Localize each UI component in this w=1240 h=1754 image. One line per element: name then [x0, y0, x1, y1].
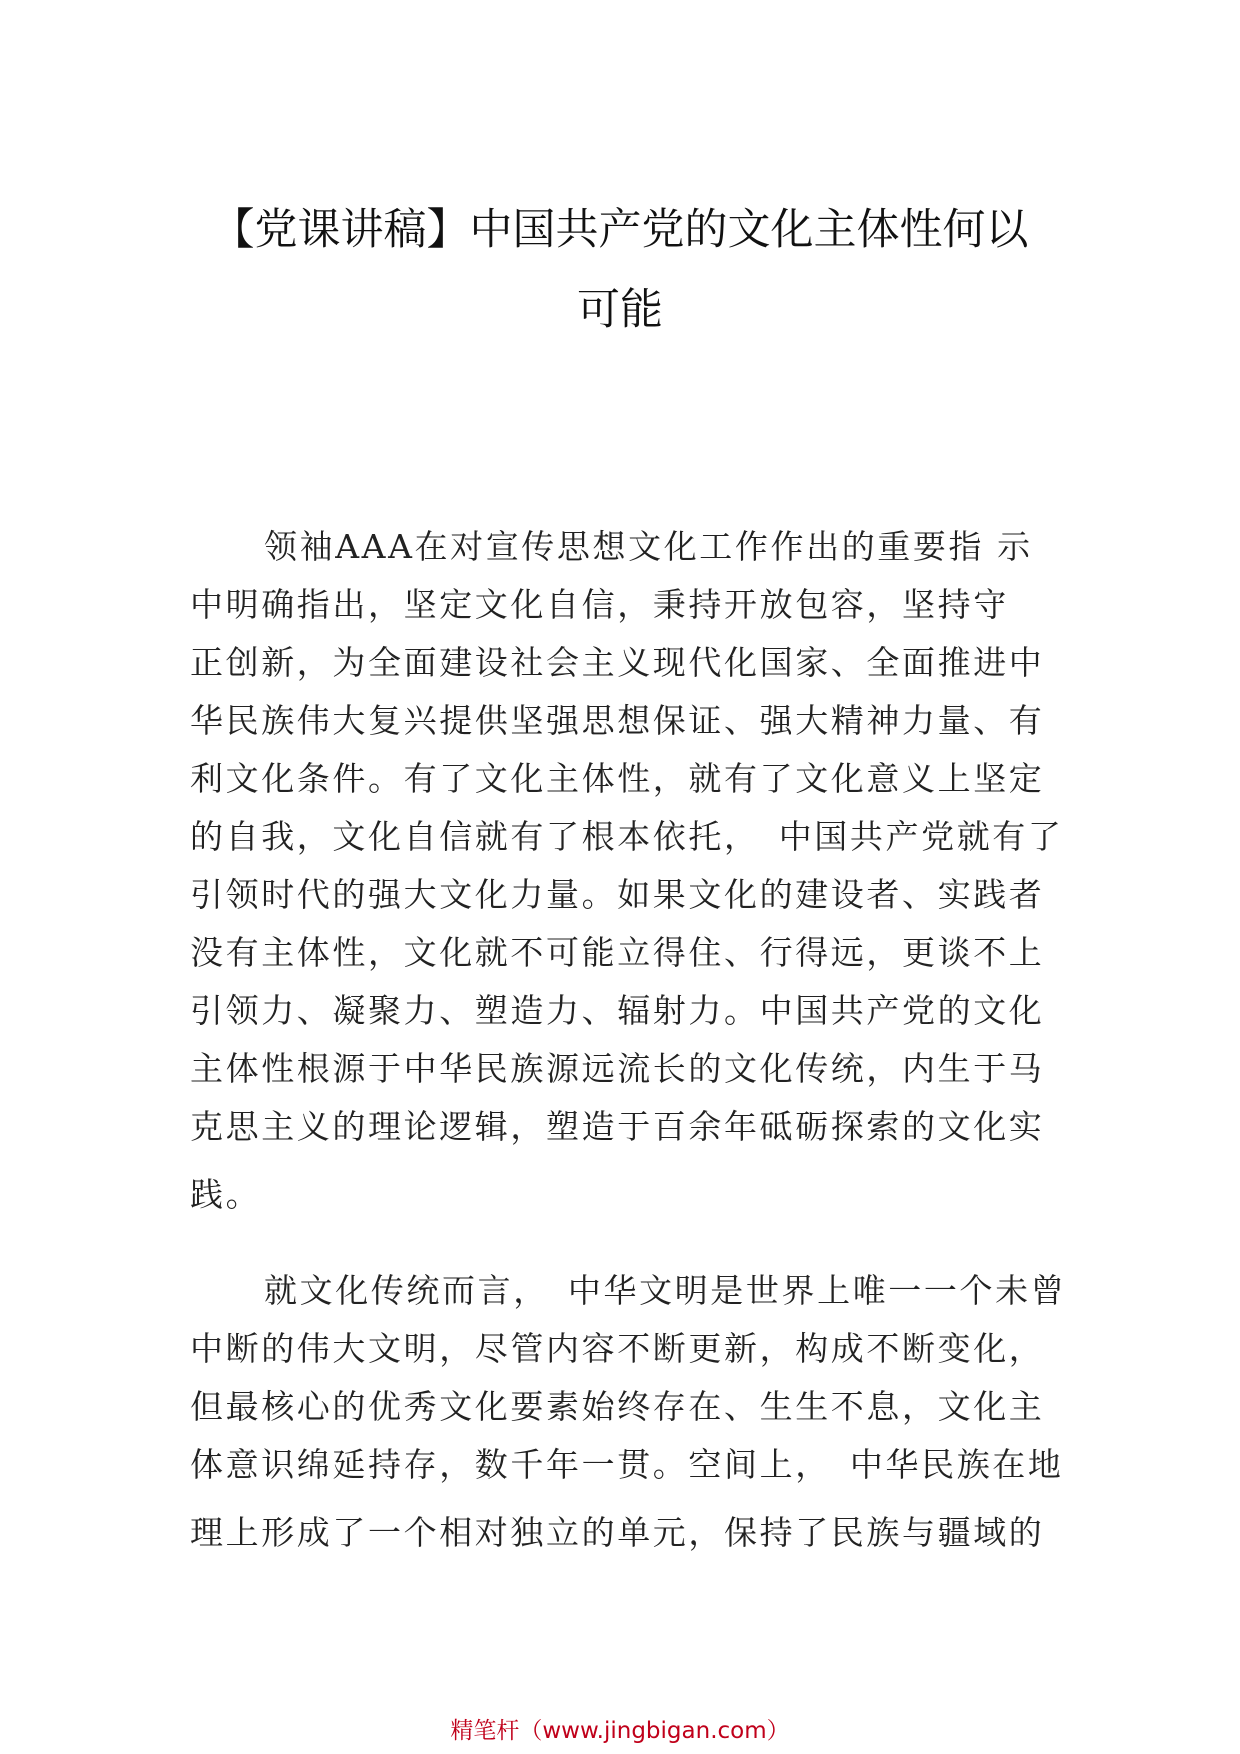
document-title	[150, 190, 1090, 350]
paragraph-line: 正创新，为全面建设社会主义现代化国家、全面推进中	[190, 643, 1045, 682]
paragraph-line: 主体性根源于中华民族源远流长的文化传统，内生于马	[190, 1049, 1045, 1088]
footer-watermark: 精笔杆（www.jingbigan.com）	[450, 1718, 790, 1744]
paragraph-line: 没有主体性，文化就不可能立得住、行得远，更谈不上	[190, 933, 1045, 972]
paragraph-line: 践。	[190, 1175, 262, 1214]
body-paragraph-1	[190, 518, 1064, 1224]
title-line-1: 【党课讲稿】中国共产党的文化主体性何以	[211, 205, 1029, 255]
title-line-2: 可能	[577, 285, 663, 335]
paragraph-line: 中明确指出，坚定文化自信，秉持开放包容，坚持守	[190, 585, 1009, 624]
paragraph-line: 引领力、凝聚力、塑造力、辐射力。中国共产党的文化	[190, 991, 1045, 1030]
paragraph-line: 引领时代的强大文化力量。如果文化的建设者、实践者	[190, 875, 1045, 914]
paragraph-line: 的自我，文化自信就有了根本依托， 中国共产党就有了	[190, 817, 1064, 856]
paragraph-line: 就文化传统而言， 中华文明是世界上唯一一个未曾	[264, 1271, 1067, 1310]
paragraph-line: 华民族伟大复兴提供坚强思想保证、强大精神力量、有	[190, 701, 1045, 740]
paragraph-line: 领袖AAA在对宣传思想文化工作作出的重要指 示	[264, 527, 1033, 566]
paragraph-line: 利文化条件。有了文化主体性，就有了文化意义上坚定	[190, 759, 1045, 798]
paragraph-line: 克思主义的理论逻辑，塑造于百余年砥砺探索的文化实	[190, 1107, 1045, 1146]
paragraph-line: 中断的伟大文明，尽管内容不断更新，构成不断变化，	[190, 1329, 1045, 1368]
body-paragraph-2	[190, 1262, 1067, 1562]
paragraph-line: 体意识绵延持存，数千年一贯。空间上， 中华民族在地	[190, 1445, 1064, 1484]
paragraph-line: 但最核心的优秀文化要素始终存在、生生不息，文化主	[190, 1387, 1045, 1426]
paragraph-line: 理上形成了一个相对独立的单元，保持了民族与疆域的	[190, 1513, 1045, 1552]
